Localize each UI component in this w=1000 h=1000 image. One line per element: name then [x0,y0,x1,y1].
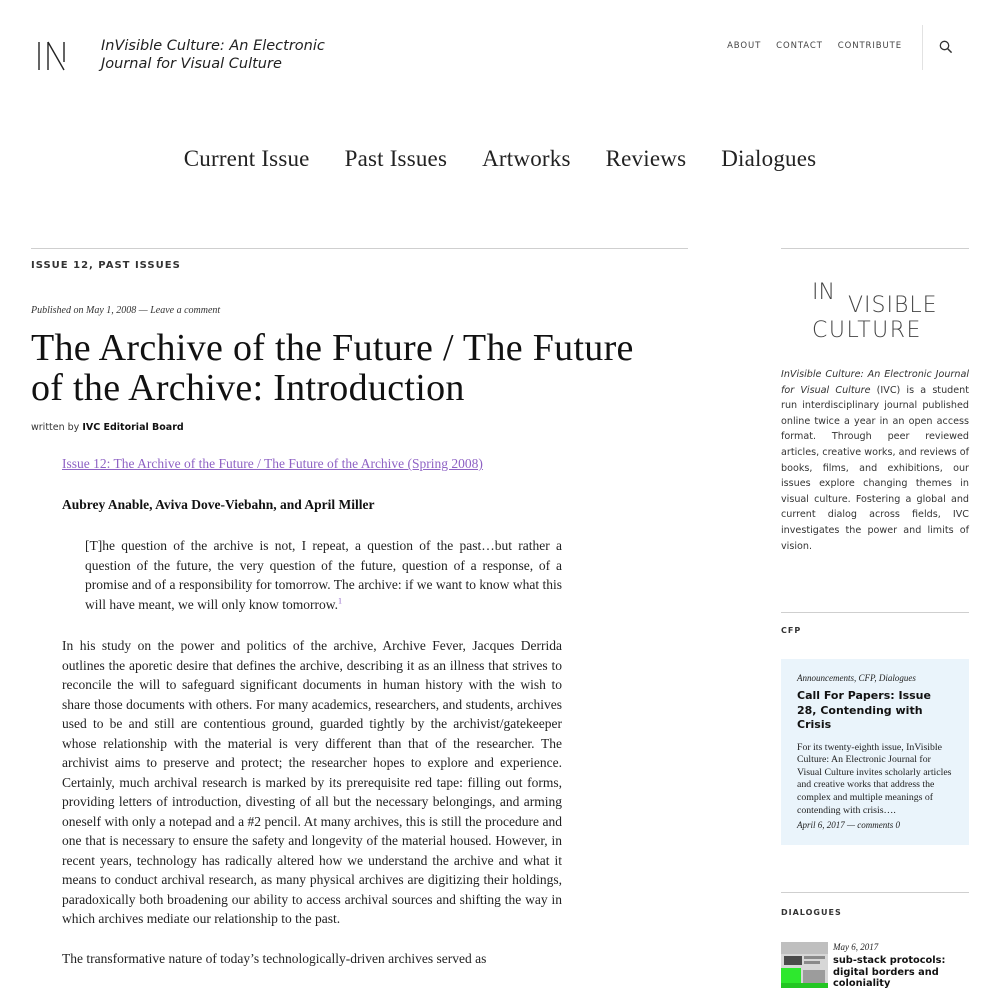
main-nav [0,146,1000,172]
main-nav-dialogues[interactable]: Dialogues [721,146,817,171]
paragraph-2: The transformative nature of today’s technologically-driven archives served as [62,950,487,966]
article-divider [31,248,688,249]
top-nav-about[interactable]: ABOUT [727,41,762,51]
dialogues-heading: DIALOGUES [781,908,842,918]
about-journal-name: InVisible Culture: An Electronic Journal for Visual Culture [781,369,969,396]
byline-prefix: written by [31,422,80,433]
about-description: (IVC) is a student run interdisciplinary journal published online twice a year in an open access format. Through peer reviewed articles, creative works, and reviews of books, films, and exhibitions, our issues explore changing themes in visual culture. Fostering a global and current dialog across fields, IVC investigates the power and limits of vision. [781,384,969,552]
dialogue-title-link[interactable]: sub-stack protocols: digital borders and coloniality [833,955,946,990]
article-content [62,454,562,988]
search-icon[interactable] [938,39,954,55]
logo-culture-text: CULTURE [812,318,922,341]
cfp-meta[interactable]: April 6, 2017 — comments 0 [797,820,900,831]
site-title-line-1[interactable]: InVisible Culture: An Electronic [101,38,325,54]
epigraph-quote [85,536,562,614]
dialogue-thumbnail[interactable] [781,942,828,988]
header-divider [922,25,923,70]
footnote-link[interactable]: 1 [337,596,342,605]
paragraph-1: In his study on the power and politics of the archive, Archive Fever, Jacques Derrida outlines the aporetic desire that defines the archive, describing it as an illness that strives to reconcile the will to safeguard significant documents in human history with the wish to share those documents with others. For many academics, researchers, and students, archives used to be and still are contentious ground, guarded tightly by the archivist/gatekeeper whose relationship with the material is very different than that of the researcher. The archivist aims to preserve and protect; the researcher hopes to explore and experience. Certainly, much archival research is marked by its prerequisite red tape: filling out forms, providing letters of introduction, divesting of all but the necessary belongings, and arming oneself with only a notepad and a #2 pencil. At many archives, this is still the procedure and one that is necessary to ensure the safety and longevity of the material housed. However, in recent years, technology has radically altered how we understand the archive and what it means to conduct archival research, as many physical archives are digitizing their holdings, paradoxically both broadening our ability to access archival sources and shifting the way in which archives mediate our relationship to the past. [62,638,562,926]
byline-author-link[interactable]: IVC Editorial Board [82,422,184,433]
main-nav-artworks[interactable]: Artworks [482,146,571,171]
top-nav-contribute[interactable]: CONTRIBUTE [837,41,902,51]
dialogue-text [833,942,969,990]
top-nav-contact[interactable]: CONTACT [776,41,823,51]
article-authors: Aubrey Anable, Aviva Dove-Viebahn, and April Miller [62,497,375,512]
site-title-line-2[interactable]: Journal for Visual Culture [101,56,282,72]
logo-visible-text: VISIBLE [848,293,938,318]
quote-text: [T]he question of the archive is not, I repeat, a question of the past…but rather a question of the future, the very question of the future, question of a response, of a promise and of a responsibility for tomorrow. The archive: if we want to know what this will have meant, we will only know tomorrow. [85,538,562,612]
dialogue-item[interactable] [781,942,969,990]
cfp-heading: CFP [781,626,802,636]
cfp-card[interactable] [781,659,969,845]
invisible-culture-logo [810,279,940,341]
post-meta [31,305,220,316]
logo-in-text: IN [812,280,835,305]
main-nav-current-issue[interactable]: Current Issue [183,146,310,171]
meta-separator: — [138,305,148,316]
sidebar-divider [781,248,969,249]
main-nav-past-issues[interactable]: Past Issues [344,146,448,171]
site-logo[interactable] [36,38,78,74]
main-nav-reviews[interactable]: Reviews [605,146,687,171]
top-nav [727,41,902,51]
dialogues-divider [781,892,969,893]
issue-link[interactable]: Issue 12: The Archive of the Future / The Future of the Archive (Spring 2008) [62,456,483,471]
cfp-title-link[interactable]: Call For Papers: Issue 28, Contending with Crisis [797,689,931,732]
post-title: The Archive of the Future / The Future of the Archive: Introduction [31,327,634,409]
published-date-link[interactable]: May 1, 2008 [86,305,137,316]
post-categories[interactable]: ISSUE 12, PAST ISSUES [31,260,181,271]
cfp-excerpt: For its twenty-eighth issue, InVisible Culture: An Electronic Journal for Visual Culture invites scholarly articles and creative works that address the complex and multiple meanings of contending with crisis…. [797,741,952,816]
byline [31,422,184,433]
sidebar [781,248,969,990]
published-prefix: Published on [31,305,84,316]
site-title[interactable] [101,37,325,73]
dialogue-date[interactable]: May 6, 2017 [833,942,879,953]
leave-comment-link[interactable]: Leave a comment [150,305,221,316]
cfp-divider [781,612,969,613]
about-text [781,367,969,554]
cfp-categories[interactable]: Announcements, CFP, Dialogues [797,673,916,684]
